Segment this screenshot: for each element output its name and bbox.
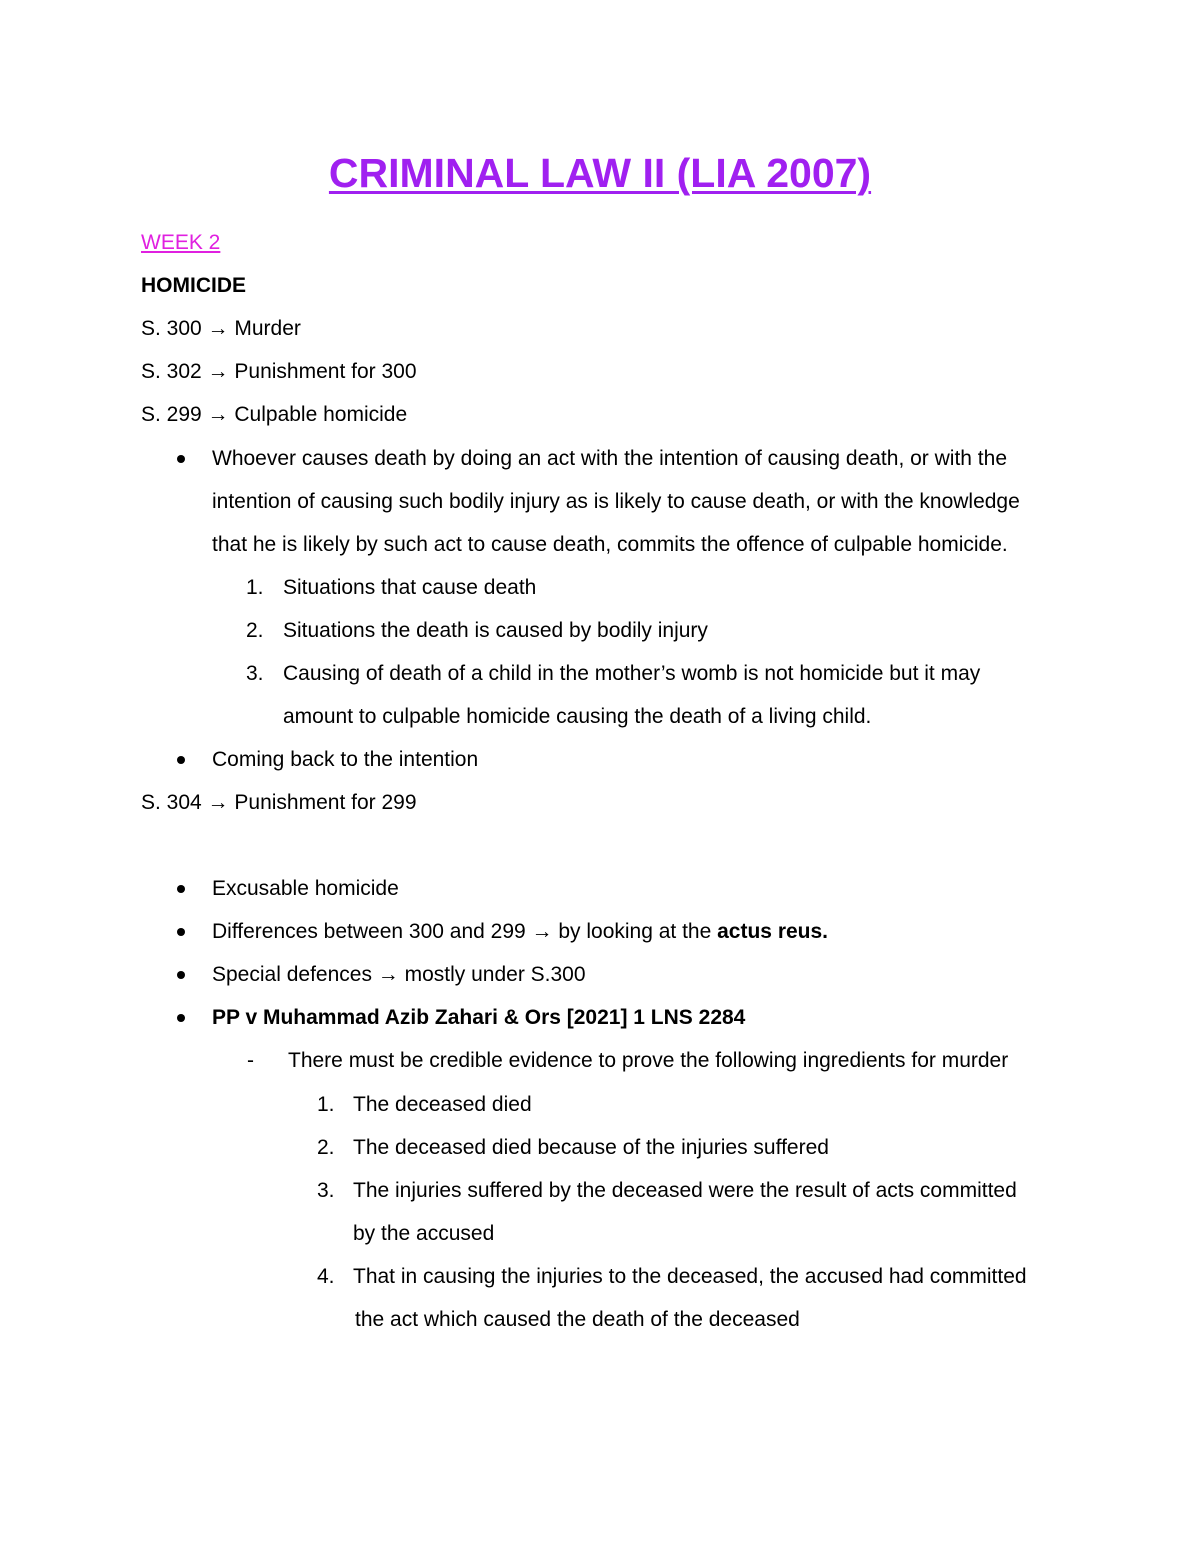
bullet-icon xyxy=(177,455,185,463)
situation-item: Situations that cause death xyxy=(283,576,537,599)
situation-item: Causing of death of a child in the mother’s womb is not homicide but it may xyxy=(283,662,981,685)
special-defences-item: Special defences → mostly under S.300 xyxy=(212,963,586,986)
section-s304: S. 304 → Punishment for 299 xyxy=(141,791,417,814)
list-number: 4. xyxy=(317,1265,335,1288)
page-title: CRIMINAL LAW II (LIA 2007) xyxy=(328,150,872,196)
coming-back-item: Coming back to the intention xyxy=(212,748,479,771)
ingredient-item: The deceased died xyxy=(353,1093,532,1116)
list-number: 3. xyxy=(317,1179,335,1202)
differences-item xyxy=(212,919,828,945)
list-number: 1. xyxy=(317,1093,335,1116)
situation-item-continuation: amount to culpable homicide causing the death of a living child. xyxy=(283,705,872,728)
dash-marker: - xyxy=(247,1049,254,1072)
section-heading: HOMICIDE xyxy=(141,274,246,297)
bullet-icon xyxy=(177,1014,185,1022)
week-label: WEEK 2 xyxy=(141,231,221,254)
situation-item: Situations the death is caused by bodily injury xyxy=(283,619,708,642)
case-citation: PP v Muhammad Azib Zahari & Ors [2021] 1 LNS 2284 xyxy=(212,1006,746,1029)
bullet-icon xyxy=(177,971,185,979)
actus-reus-term: actus reus. xyxy=(717,920,829,943)
list-number: 3. xyxy=(246,662,264,685)
section-s300: S. 300 → Murder xyxy=(141,317,301,340)
excusable-item: Excusable homicide xyxy=(212,877,399,900)
ingredient-item: The injuries suffered by the deceased were the result of acts committed xyxy=(353,1179,1017,1202)
ingredient-item: That in causing the injuries to the deceased, the accused had committed xyxy=(353,1265,1027,1288)
list-number: 2. xyxy=(317,1136,335,1159)
section-s299: S. 299 → Culpable homicide xyxy=(141,403,408,426)
list-number: 1. xyxy=(246,576,264,599)
bullet-icon xyxy=(177,756,185,764)
bullet-icon xyxy=(177,885,185,893)
definition-line-1: Whoever causes death by doing an act with the intention of causing death, or with the xyxy=(212,447,1007,470)
ingredient-item-continuation: by the accused xyxy=(353,1222,495,1245)
definition-line-2: intention of causing such bodily injury as is likely to cause death, or with the knowledge xyxy=(212,490,1020,513)
ingredient-item: The deceased died because of the injuries suffered xyxy=(353,1136,829,1159)
differences-text: Differences between 300 and 299 → by looking at the xyxy=(212,920,718,943)
ingredients-intro: There must be credible evidence to prove the following ingredients for murder xyxy=(288,1049,1009,1072)
section-s302: S. 302 → Punishment for 300 xyxy=(141,360,417,383)
definition-line-3: that he is likely by such act to cause death, commits the offence of culpable homicide. xyxy=(212,533,1008,556)
bullet-icon xyxy=(177,928,185,936)
ingredient-item-continuation: the act which caused the death of the deceased xyxy=(355,1308,800,1331)
list-number: 2. xyxy=(246,619,264,642)
